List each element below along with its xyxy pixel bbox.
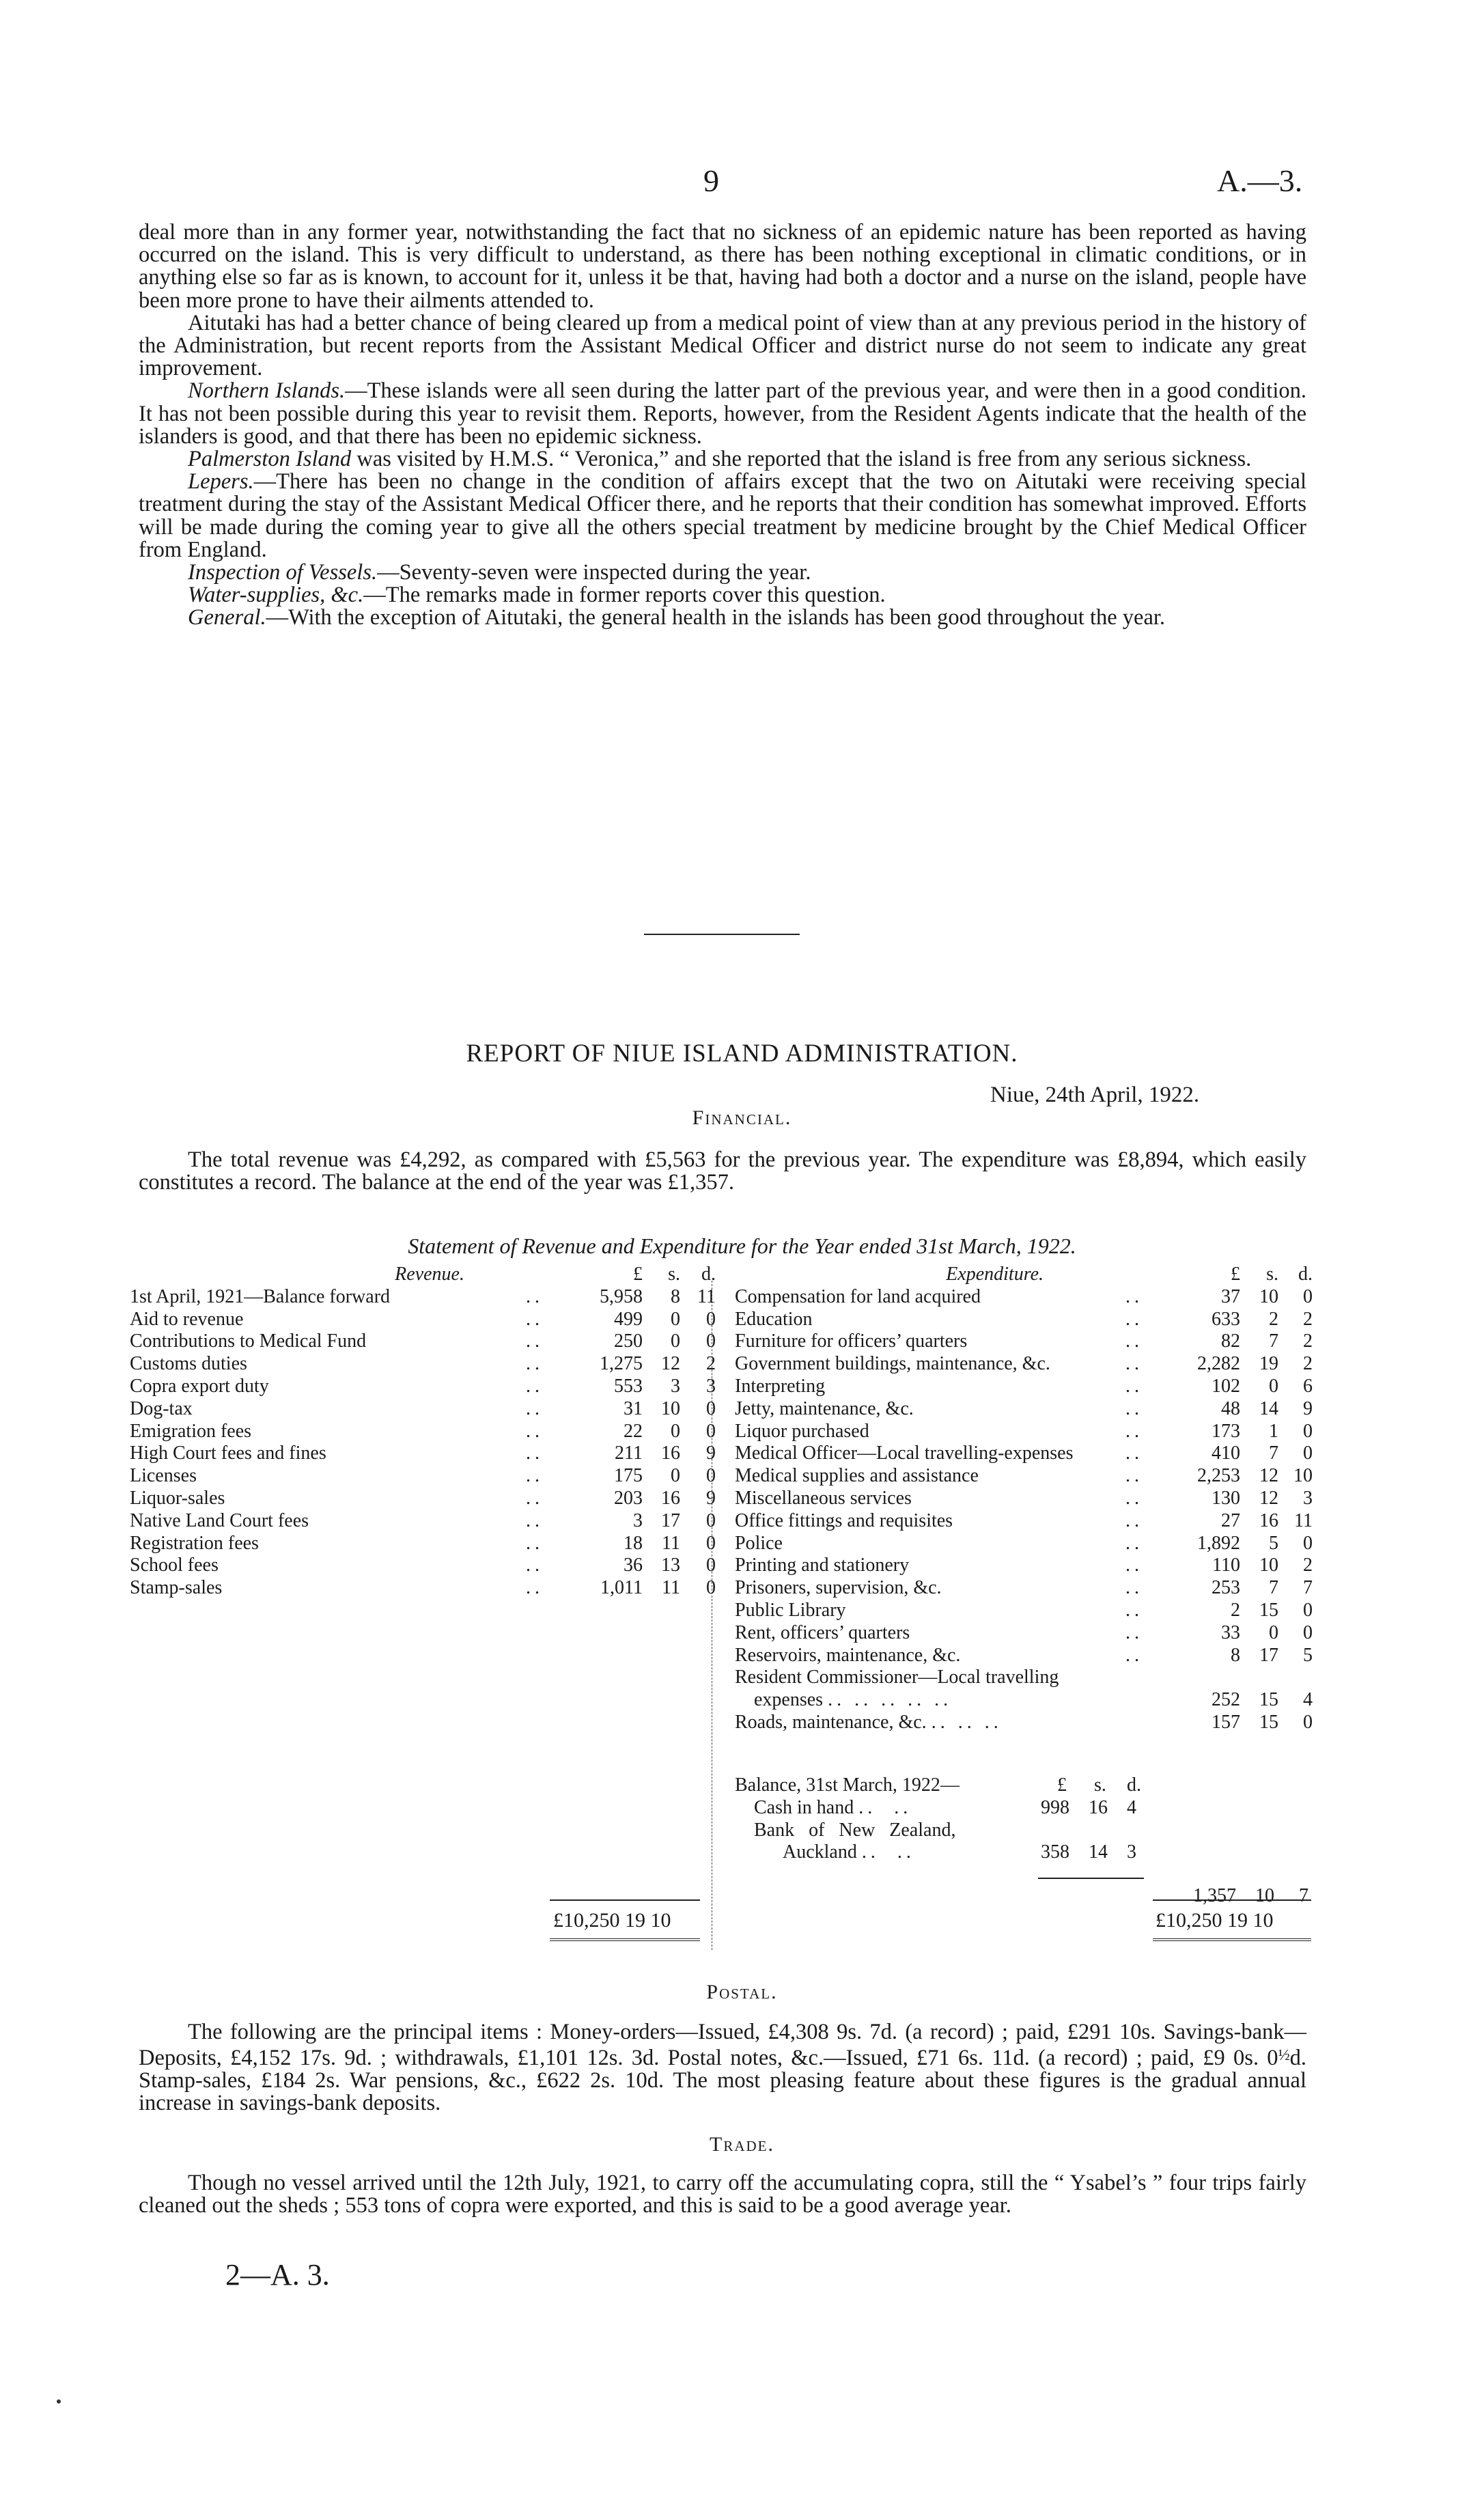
value-pence: 0 [706,1465,716,1487]
value-pounds: 410 [1212,1443,1240,1464]
report-title: REPORT OF NIUE ISLAND ADMINISTRATION. [466,1040,1018,1068]
expenditure-item: Police [735,1532,783,1554]
revenue-row [130,1331,716,1353]
expenditure-item: Interpreting [735,1375,826,1397]
revenue-total: £10,250 19 10 [553,1909,671,1932]
value-pounds: 2,253 [1197,1465,1240,1487]
value-pence: 0 [1303,1599,1313,1621]
value-shillings: 11 [662,1532,680,1554]
document-code: A.—3. [1217,163,1303,198]
balance-col-shillings: s. [1094,1774,1106,1796]
trade-text [139,2172,1306,2217]
leader-dots: .. [1125,1331,1143,1352]
bank-auckland-row [735,1841,1145,1864]
leader-dots: .. [1125,1621,1143,1643]
expenditure-item: Prisoners, supervision, &c. [735,1577,942,1599]
revenue-row [130,1421,716,1443]
expenditure-item: Jetty, maintenance, &c. [735,1397,914,1419]
leader-dots: .. [526,1308,544,1330]
value-pounds: 33 [1221,1621,1240,1643]
value-pence: 3 [1303,1487,1313,1509]
revenue-item: High Court fees and fines [130,1443,326,1464]
value-shillings: 12 [1259,1465,1278,1487]
value-pence: 0 [1303,1443,1313,1464]
value-pence: 0 [1303,1621,1313,1643]
expenditure-item: Reservoirs, maintenance, &c. [735,1644,961,1666]
value-pounds: 18 [624,1532,643,1554]
balance-header-row [735,1774,1145,1797]
expenditure-item: Medical Officer—Local travelling-expenses [735,1443,1074,1464]
value-pounds: 250 [614,1331,643,1352]
value-pounds: 1,275 [600,1353,643,1375]
leader-dots: .. [1125,1353,1143,1375]
value-shillings: 3 [671,1375,680,1397]
value-pounds: 36 [624,1555,643,1576]
value-pounds: 130 [1212,1487,1240,1509]
value-shillings: 8 [671,1285,680,1307]
value-shillings: 16 [1259,1509,1278,1531]
resident-line2: expenses .. .. .. .. .. [754,1689,953,1711]
value-pence: 7 [1303,1577,1313,1599]
expenditure-heading: Expenditure. [946,1264,1044,1285]
revenue-row [130,1488,716,1510]
postal-text [139,2021,1306,2115]
revenue-row [130,1577,716,1600]
revenue-row [130,1309,716,1331]
expenditure-row [735,1421,1313,1443]
value-pounds: 110 [1212,1555,1240,1576]
resident-expenses-row [735,1689,1313,1712]
expenditure-row [735,1465,1313,1488]
expenditure-row [735,1645,1313,1667]
expenditure-item: Furniture for officers’ quarters [735,1331,968,1352]
expenditure-item: Miscellaneous services [735,1487,912,1509]
value-shillings: 7 [1269,1443,1278,1464]
bank-shillings: 14 [1089,1841,1108,1863]
paragraph [139,584,1306,607]
leader-dots: .. [526,1331,544,1352]
value-pence: 2 [1303,1555,1313,1576]
leader-dots: .. [526,1397,544,1419]
leader-dots: .. [526,1509,544,1531]
bank-pence: 3 [1127,1841,1136,1863]
resident-line-row [735,1667,1313,1689]
value-pounds: 3 [633,1509,643,1531]
paragraph [139,607,1306,629]
value-shillings: 16 [661,1487,680,1509]
paragraph: deal more than in any former year, notwithstanding the fact that no sickness of an epidemic nature has been reported as having occurred on the island. This is very difficult to understand, as there has been nothing exceptional in climatic conditions, or in anything else so far as is known, to account for it, unless it be that, having had both a doctor and a nurse on the island, people have been more prone to have their ailments attended to. [139,220,1306,313]
value-pence: 2 [1303,1308,1313,1330]
value-pence: 11 [697,1285,716,1307]
balance-col-pounds: £ [1057,1774,1067,1796]
value-pounds: 22 [624,1420,643,1442]
value-shillings: 0 [671,1308,680,1330]
paragraph [139,380,1306,448]
value-pence: 2 [1303,1353,1313,1375]
balance-subtotal-rule [1038,1878,1144,1879]
value-shillings: 17 [661,1509,680,1531]
value-pounds: 157 [1212,1711,1240,1733]
value-pence: 0 [1303,1711,1313,1733]
paragraph-text: —These islands were all seen during the latter part of the previous year, and were then in a good condition. It has not been possible during this year to revisit them. Reports, however, from the Resident Agents indicate that the health of the islanders is good, and that there has been no epidemic sickness. [139,378,1306,449]
paragraph [139,471,1306,561]
value-shillings: 15 [1259,1711,1278,1733]
leader-dots: .. [1125,1375,1143,1397]
revenue-item: Liquor-sales [130,1487,225,1509]
roads-row [735,1712,1313,1734]
leader-dots: .. [526,1555,544,1576]
top-body-text [139,221,1306,630]
paragraph-text: —There has been no change in the condition of affairs except that the two on Aitutaki were receiving special treatment during the stay of the Assistant Medical Officer there, and he reports that their condition has somewhat improved. Efforts will be made during the coming year to give all the others special treatment by medicine brought by the Chief Medical Officer from England. [139,469,1306,562]
value-pence: 9 [706,1443,716,1464]
value-pence: 0 [706,1397,716,1419]
expenditure-row [735,1533,1313,1555]
value-shillings: 10 [661,1397,680,1419]
value-pence: 4 [1303,1689,1313,1711]
expenditure-item: Rent, officers’ quarters [735,1621,910,1643]
expenditure-total: £10,250 19 10 [1156,1909,1274,1932]
value-shillings: 7 [1269,1331,1278,1352]
value-pence: 9 [706,1487,716,1509]
expenditure-row [735,1443,1313,1465]
col-pence: d. [701,1264,716,1285]
bank-pounds: 358 [1041,1841,1069,1863]
value-shillings: 0 [671,1420,680,1442]
leader-dots: .. [526,1420,544,1442]
report-dateline: Niue, 24th April, 1922. [990,1083,1200,1107]
value-pounds: 2,282 [1197,1353,1240,1375]
revenue-total-double-rule [550,1938,700,1941]
value-pounds: 2 [1231,1599,1240,1621]
expenditure-item: Liquor purchased [735,1420,869,1442]
revenue-table [130,1264,716,1600]
value-pence: 0 [706,1509,716,1531]
bank-label-line1: Bank of New Zealand, [754,1819,956,1841]
value-shillings: 1 [1269,1420,1278,1442]
expenditure-row [735,1398,1313,1421]
value-pounds: 1,892 [1197,1532,1240,1554]
cash-shillings: 16 [1089,1796,1108,1818]
value-shillings: 5 [1269,1532,1278,1554]
value-pounds: 1,011 [600,1577,643,1599]
leader-dots: .. [1125,1555,1143,1576]
revenue-row [130,1555,716,1577]
value-shillings: 0 [1269,1375,1278,1397]
value-shillings: 0 [1269,1621,1278,1643]
paragraph [139,561,1306,584]
value-pence: 0 [1303,1420,1313,1442]
value-pence: 2 [706,1353,716,1375]
value-shillings: 16 [661,1443,680,1464]
value-pounds: 203 [614,1487,643,1509]
revenue-item: Native Land Court fees [130,1509,309,1531]
expenditure-row [735,1510,1313,1533]
paragraph: The following are the principal items : Money-orders—Issued, £4,308 9s. 7d. (a record) ; paid, £291 10s. Savings-bank—Deposits, £4,152 17s. 9d. ; withdrawals, £1,101 12s. 3d. Postal notes, &c.—Issued, £71 6s. 11d. (a record) ; paid, £9 0s. $0^{\frac{1}{2}}d$. Stamp-sales, £184 2s. War pensions, &c., £622 2s. 10d. The most pleasing feature about these figures is the gradual annual increase in savings-bank deposits. [139,2020,1306,2116]
revenue-item: Emigration fees [130,1420,252,1442]
value-shillings: 15 [1259,1599,1278,1621]
expenditure-row [735,1331,1313,1353]
expenditure-row [735,1622,1313,1645]
value-shillings: 14 [1259,1397,1278,1419]
revenue-item: Registration fees [130,1532,259,1554]
value-pounds: 8 [1231,1644,1240,1666]
paragraph-text: —The remarks made in former reports cover this question. [363,583,886,608]
paragraph-label: Inspection of Vessels. [188,560,378,585]
value-pounds: 5,958 [600,1285,643,1307]
value-pence: 2 [1303,1331,1313,1352]
financial-text [139,1149,1306,1194]
paragraph [139,448,1306,471]
expenditure-item: Printing and stationery [735,1555,910,1576]
expenditure-item: Education [735,1308,813,1330]
section-divider [644,934,800,935]
leader-dots: .. [1125,1577,1143,1599]
paragraph-label: Lepers. [188,469,254,495]
revenue-item: Dog-tax [130,1397,193,1419]
paragraph-text: —With the exception of Aitutaki, the general health in the islands has been good throughout the year. [266,605,1166,630]
balance-total-row [1161,1885,1308,1908]
col-shillings: s. [668,1264,680,1285]
leader-dots: .. [1125,1285,1143,1307]
leader-dots: .. [1125,1532,1143,1554]
leader-dots: .. [1125,1644,1143,1666]
revenue-item: Customs duties [130,1353,247,1375]
col-pounds: £ [1231,1264,1240,1285]
value-pence: 9 [1303,1397,1313,1419]
statement-title: Statement of Revenue and Expenditure for the Year ended 31st March, 1922. [408,1234,1076,1258]
value-pence: 0 [1303,1285,1313,1307]
leader-dots: .. [526,1443,544,1464]
revenue-item: Licenses [130,1465,197,1487]
value-pence: 11 [1294,1509,1313,1531]
value-pounds: 31 [624,1397,643,1419]
expenditure-total-rule [1153,1899,1311,1901]
value-pence: 3 [706,1375,716,1397]
expenditure-row [735,1600,1313,1622]
paragraph: Though no vessel arrived until the 12th July, 1921, to carry off the accumulating copra, still the “ Ysabel’s ” four trips fairly cleaned out the sheds ; 553 tons of copra were exported, and this is said to be a good average year. [139,2171,1306,2218]
balance-label: Balance, 31st March, 1922— [735,1774,960,1796]
expenditure-item: Public Library [735,1599,846,1621]
revenue-row [130,1465,716,1488]
expenditure-row [735,1286,1313,1309]
value-shillings: 10 [1259,1285,1278,1307]
value-shillings: 0 [671,1331,680,1352]
leader-dots: .. [526,1465,544,1487]
cash-row [735,1797,1145,1820]
revenue-item: Copra export duty [130,1375,269,1397]
value-shillings: 17 [1259,1644,1278,1666]
value-pounds: 633 [1212,1308,1240,1330]
leader-dots: .. [526,1487,544,1509]
expenditure-row [735,1376,1313,1398]
value-shillings: 13 [661,1555,680,1576]
bank-label-line2: Auckland .. .. [783,1841,915,1863]
value-pence: 10 [1293,1465,1313,1487]
revenue-heading: Revenue. [395,1264,464,1285]
value-pence: 0 [706,1532,716,1554]
value-pence: 0 [706,1555,716,1576]
leader-dots: .. [526,1532,544,1554]
cash-pence: 4 [1127,1796,1136,1818]
revenue-total-rule [550,1899,700,1901]
expenditure-total-double-rule [1153,1938,1311,1941]
paragraph-text: was visited by H.M.S. “ Veronica,” and she reported that the island is free from any serious sickness. [351,447,1252,472]
leader-dots: .. [1125,1465,1143,1487]
value-pounds: 253 [1212,1577,1240,1599]
footer-signature: 2—A. 3. [225,2258,330,2292]
revenue-row [130,1286,716,1309]
value-pence: 0 [706,1331,716,1352]
page-number: 9 [703,163,719,198]
value-pounds: 37 [1221,1285,1240,1307]
value-pence: 0 [706,1308,716,1330]
revenue-item: Stamp-sales [130,1577,223,1599]
value-pounds: 173 [1212,1420,1240,1442]
value-shillings: 10 [1259,1555,1278,1576]
expenditure-header-row [735,1264,1313,1286]
value-pence: 0 [706,1577,716,1599]
revenue-row [130,1376,716,1398]
leader-dots: .. [526,1285,544,1307]
paragraph-label: Northern Islands. [188,378,346,404]
leader-dots: .. [1125,1397,1143,1419]
bank-row [735,1820,1145,1842]
leader-dots: .. [1125,1420,1143,1442]
leader-dots: .. [1125,1487,1143,1509]
financial-heading: Financial. [692,1106,792,1129]
paragraph-label: General. [188,605,266,630]
col-pounds: £ [633,1264,643,1285]
paragraph-label: Palmerston Island [188,447,352,472]
leader-dots: .. [1125,1599,1143,1621]
value-pounds: 175 [614,1465,643,1487]
value-shillings: 11 [662,1577,680,1599]
revenue-item: 1st April, 1921—Balance forward [130,1285,391,1307]
value-pounds: 211 [615,1443,643,1464]
value-pounds: 102 [1212,1375,1240,1397]
value-shillings: 0 [671,1465,680,1487]
revenue-row [130,1398,716,1421]
expenditure-row [735,1353,1313,1376]
cash-pounds: 998 [1041,1796,1069,1818]
leader-dots: .. [1125,1509,1143,1531]
paragraph: The total revenue was £4,292, as compared with £5,563 for the previous year. The expenditure was £8,894, which easily constitutes a record. The balance at the end of the year was £1,357. [139,1147,1306,1195]
revenue-row [130,1510,716,1533]
value-pounds: 499 [614,1308,643,1330]
expenditure-row [735,1488,1313,1510]
revenue-row [130,1353,716,1376]
value-pence: 5 [1303,1644,1313,1666]
balance-block [735,1774,1145,1864]
revenue-item: Contributions to Medical Fund [130,1331,367,1352]
roads-label: Roads, maintenance, &c. .. .. .. [735,1711,1003,1733]
value-pounds: 252 [1212,1689,1240,1711]
leader-dots: .. [1125,1308,1143,1330]
stray-mark [57,2399,61,2404]
expenditure-item: Government buildings, maintenance, &c. [735,1353,1050,1375]
revenue-row [130,1443,716,1465]
paragraph-text: —Seventy-seven were inspected during the year. [377,560,811,585]
trade-heading: Trade. [710,2133,774,2156]
expenditure-item: Compensation for land acquired [735,1285,981,1307]
leader-dots: .. [526,1353,544,1375]
value-pounds: 82 [1221,1331,1240,1352]
leader-dots: .. [526,1375,544,1397]
leader-dots: .. [526,1577,544,1599]
value-pounds: 553 [614,1375,643,1397]
resident-line1: Resident Commissioner—Local travelling [735,1667,1059,1688]
paragraph: Aitutaki has had a better chance of being cleared up from a medical point of view than at any previous period in the history of the Administration, but recent reports from the Assistant Medical Officer and district nurse do not seem to indicate any great improvement. [139,310,1306,381]
expenditure-row [735,1577,1313,1600]
value-shillings: 12 [661,1353,680,1375]
balance-col-pence: d. [1127,1774,1141,1796]
leader-dots: .. [1125,1443,1143,1464]
revenue-item: Aid to revenue [130,1308,244,1330]
expenditure-row [735,1309,1313,1331]
balance-total-shillings: 10 [1255,1885,1274,1906]
postal-heading: Postal. [706,1981,778,2003]
expenditure-item: Medical supplies and assistance [735,1465,979,1487]
value-shillings: 19 [1259,1353,1278,1375]
col-pence: d. [1298,1264,1313,1285]
revenue-row [130,1533,716,1555]
col-shillings: s. [1266,1264,1278,1285]
cash-label: Cash in hand .. .. [754,1796,912,1818]
value-shillings: 12 [1259,1487,1278,1509]
balance-total-pounds: 1,357 [1193,1885,1236,1906]
value-pence: 0 [706,1420,716,1442]
value-shillings: 2 [1269,1308,1278,1330]
value-pounds: 48 [1221,1397,1240,1419]
expenditure-row [735,1555,1313,1577]
paragraph-label: Water-supplies, &c. [188,583,364,608]
balance-total-pence: 7 [1299,1885,1308,1906]
value-pence: 6 [1303,1375,1313,1397]
revenue-header-row [130,1264,716,1286]
value-shillings: 15 [1259,1689,1278,1711]
value-pence: 0 [1303,1532,1313,1554]
revenue-item: School fees [130,1555,219,1576]
expenditure-table [735,1264,1313,1734]
value-pounds: 27 [1221,1509,1240,1531]
value-shillings: 7 [1269,1577,1278,1599]
expenditure-item: Office fittings and requisites [735,1509,953,1531]
